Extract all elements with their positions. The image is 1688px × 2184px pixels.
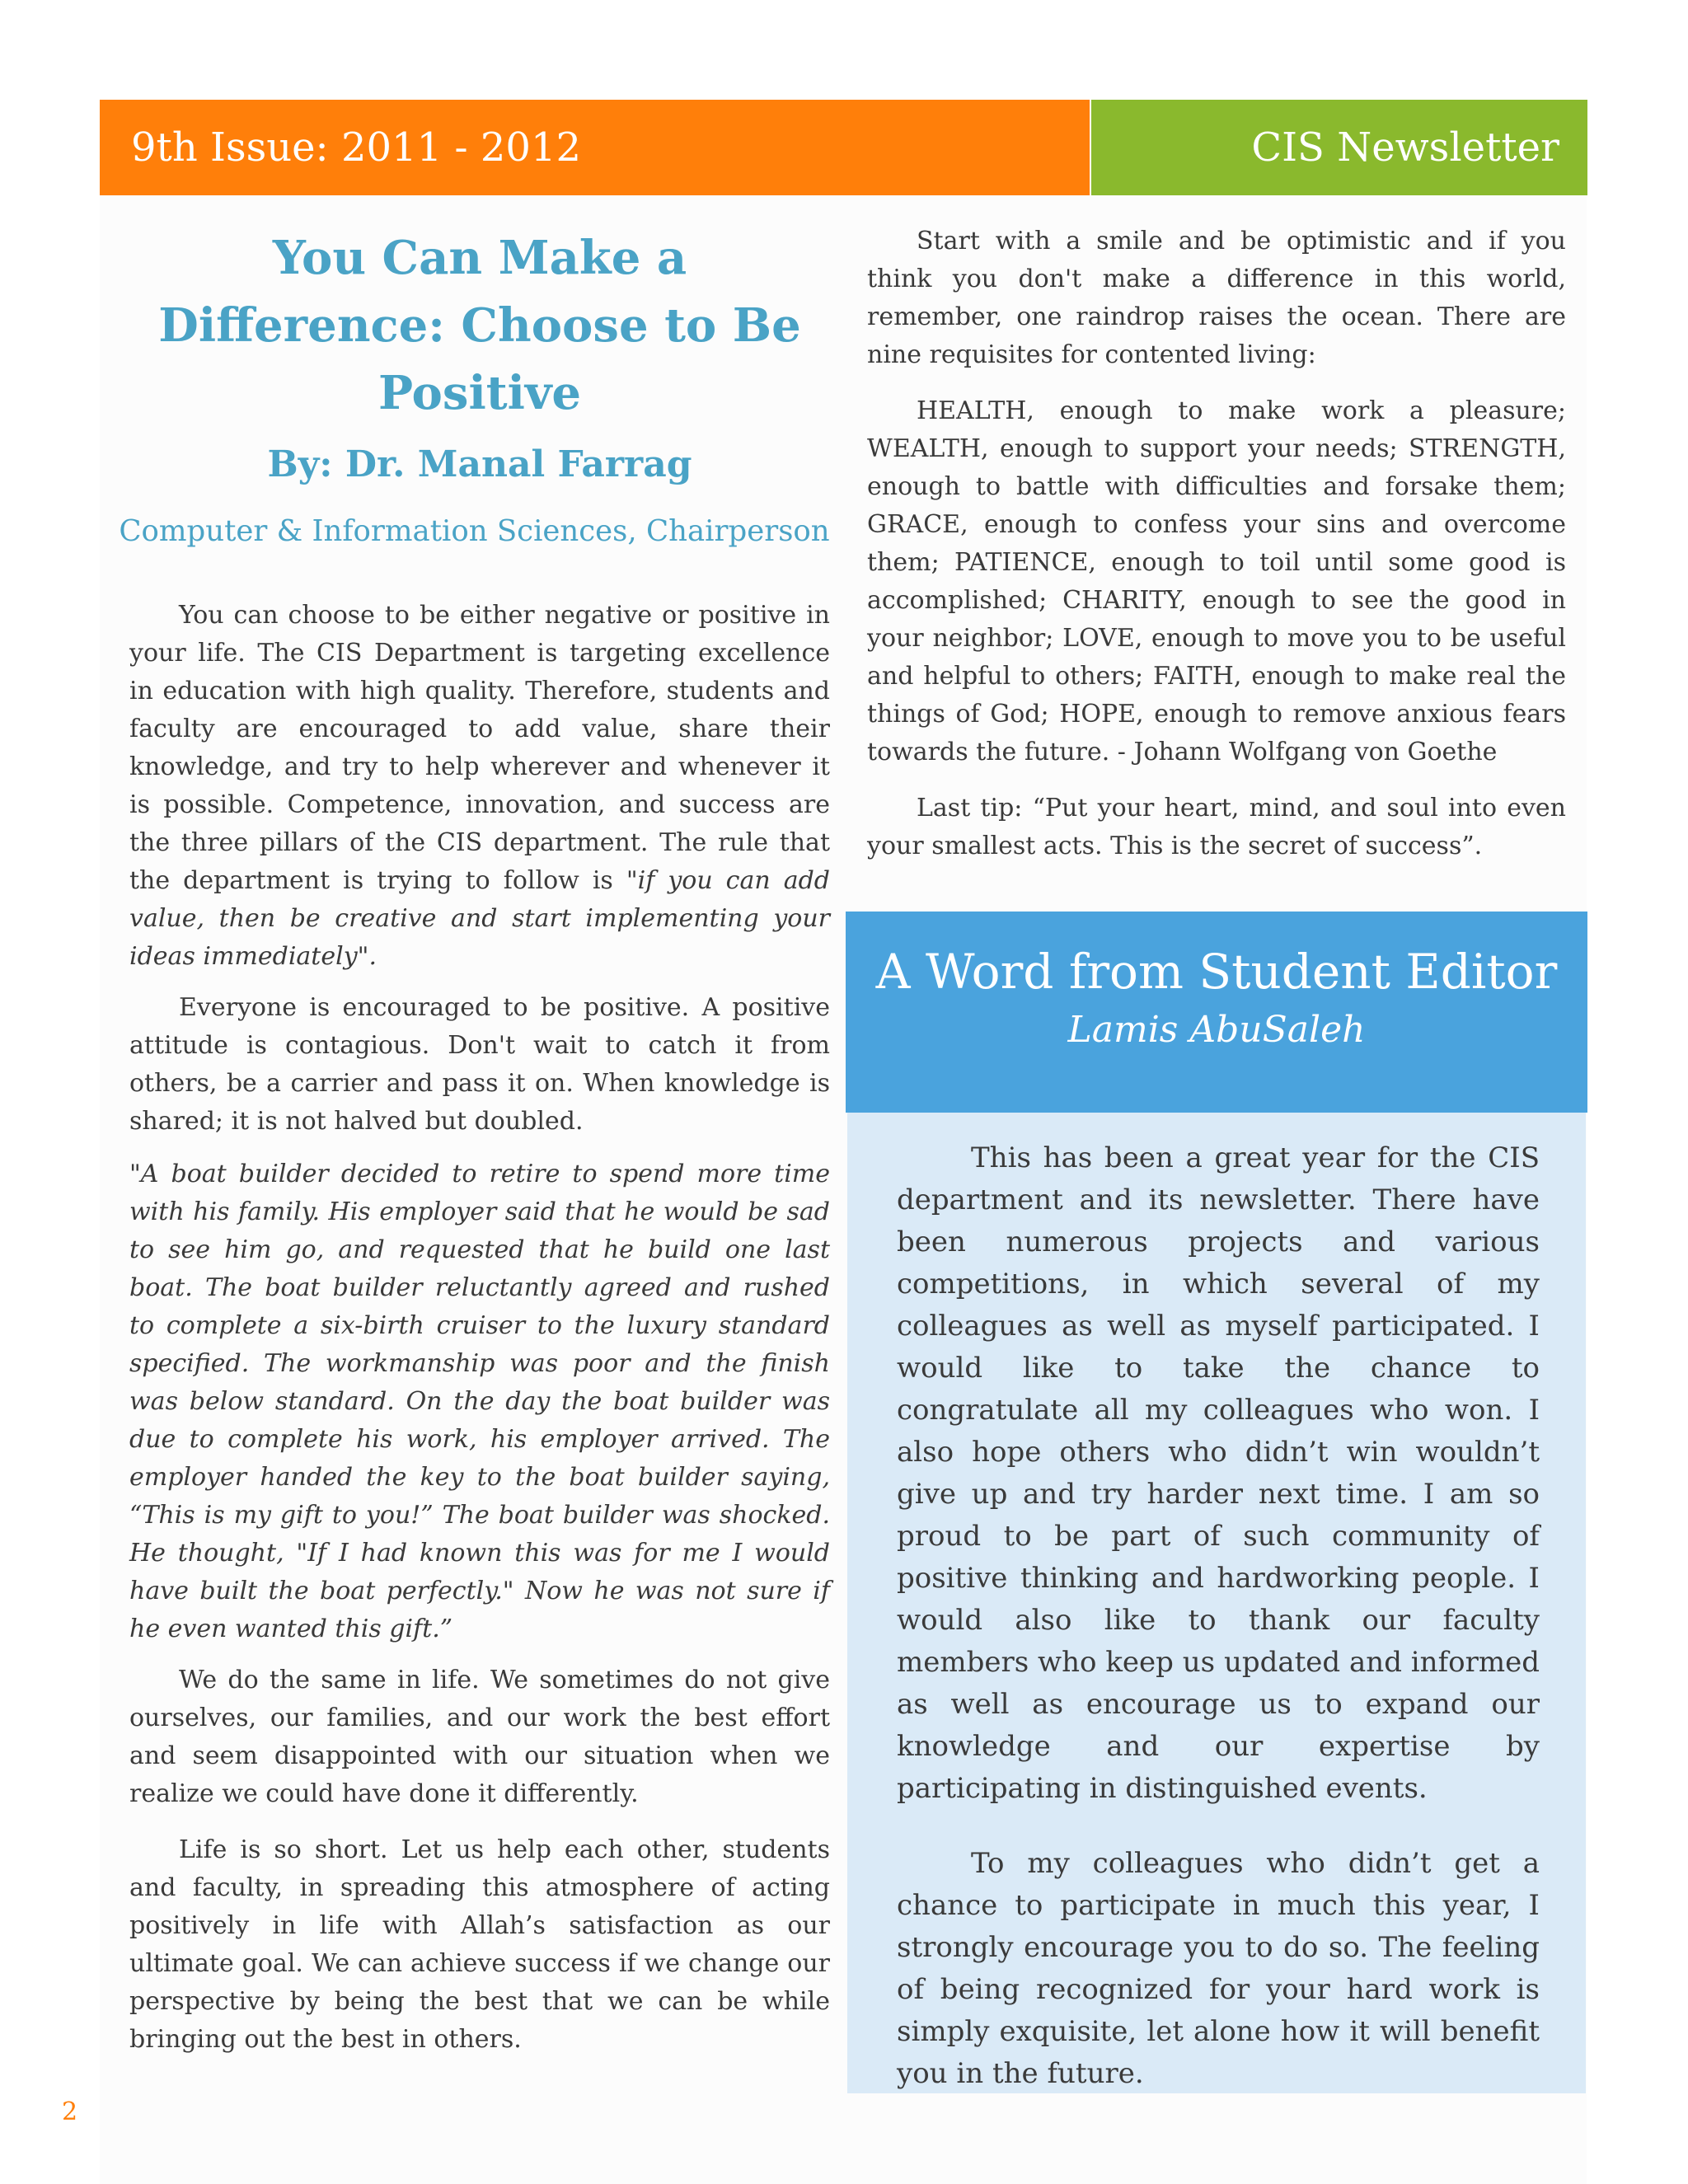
paragraph: Life is so short. Let us help each other, students and faculty, in spreading this atmosphere of acting positively in life with Allah’s satisfaction as our ultimate goal. We can achieve success if we change our perspective by being the best that we can be while bringing out the best in others.: [129, 1835, 830, 2054]
paragraph-text: You can choose to be either negative or positive in your life. The CIS Department is targeting excellence in education with high quality. Therefore, students and faculty are encouraged to add value, share their knowledge, and try to help wherever and whenever it is possible. Competence, innovation, and success are the three pillars of the CIS department. The rule that the department is trying to follow is: [129, 601, 830, 895]
paragraph: HEALTH, enough to make work a pleasure; WEALTH, enough to support your needs; STRENGTH, enough to battle with difficulties and forsake them; GRACE, enough to confess your sins and overcome them; PATIENCE, enough to toil until some good is accomplished; CHARITY, enough to see the good in your neighbor; LOVE, enough to move you to be useful and helpful to others; FAITH, enough to make real the things of God; HOPE, enough to remove anxious fears towards the future. - Johann Wolfgang von Goethe: [867, 396, 1566, 766]
author-affiliation: Computer & Information Sciences, Chairperson: [119, 514, 830, 548]
article-body: [129, 597, 830, 2059]
paragraph: Start with a smile and be optimistic and if you think you don't make a difference in this world, remember, one raindrop raises the ocean. There are nine requisites for contented living:: [867, 227, 1566, 369]
paragraph: This has been a great year for the CIS department and its newsletter. There have been numerous projects and various competitions, in which several of my colleagues as well as myself participated. I would like to take the chance to congratulate all my colleagues who won. I also hope others who didn’t win wouldn’t give up and try harder next time. I am so proud to be part of such community of positive thinking and hardworking people. I would also like to thank our faculty members who keep us updated and informed as well as encourage us to expand our knowledge and our expertise by participating in distinguished events.: [897, 1141, 1540, 1805]
paragraph: We do the same in life. We sometimes do not give ourselves, our families, and our work the best effort and seem disappointed with our situation when we realize we could have done it differently.: [129, 1666, 830, 1808]
page-number: 2: [62, 2097, 78, 2126]
paragraph: [129, 597, 830, 976]
newsletter-banner: CIS Newsletter: [1091, 100, 1587, 195]
paragraph: Everyone is encouraged to be positive. A positive attitude is contagious. Don't wait to catch it from others, be a carrier and pass it on. When knowledge is shared; it is not halved but doubled.: [129, 993, 830, 1136]
issue-banner: 9th Issue: 2011 - 2012: [100, 100, 1090, 195]
student-editor-title: A Word from Student Editor: [875, 944, 1558, 1000]
paragraph: To my colleagues who didn’t get a chance to participate in much this year, I strongly encourage you to do so. The feeling of being recognized for your hard work is simply exquisite, let alone how it will benefit you in the future.: [897, 1847, 1540, 2090]
paragraph: Last tip: “Put your heart, mind, and soul into even your smallest acts. This is the secret of success”.: [867, 794, 1566, 860]
student-editor-body: [847, 1113, 1586, 2093]
boat-builder-quote: "A boat builder decided to retire to spend more time with his family. His employer said that he would be sad to see him go, and requested that he build one last boat. The boat builder reluctantly agreed and rushed to complete a six-birth cruiser to the luxury standard specified. The workmanship was poor and the finish was below standard. On the day the boat builder was due to complete his work, his employer arrived. The employer handed the key to the boat builder saying, “This is my gift to you!” The boat builder was shocked. He thought, "If I had known this was for me I would have built the boat perfectly." Now he was not sure if he even wanted this gift.”: [129, 1160, 830, 1643]
article-byline: By: Dr. Manal Farrag: [267, 443, 692, 485]
student-editor-header: [846, 912, 1587, 1113]
student-editor-name: Lamis AbuSaleh: [1067, 1009, 1366, 1051]
article-right-column: [867, 223, 1566, 865]
article-left-column: [129, 224, 830, 490]
article-title: You Can Make a Difference: Choose to Be Positive: [158, 231, 801, 420]
rule-quote: "if you can add value, then be creative and start implementing your ideas immediately".: [129, 866, 830, 971]
